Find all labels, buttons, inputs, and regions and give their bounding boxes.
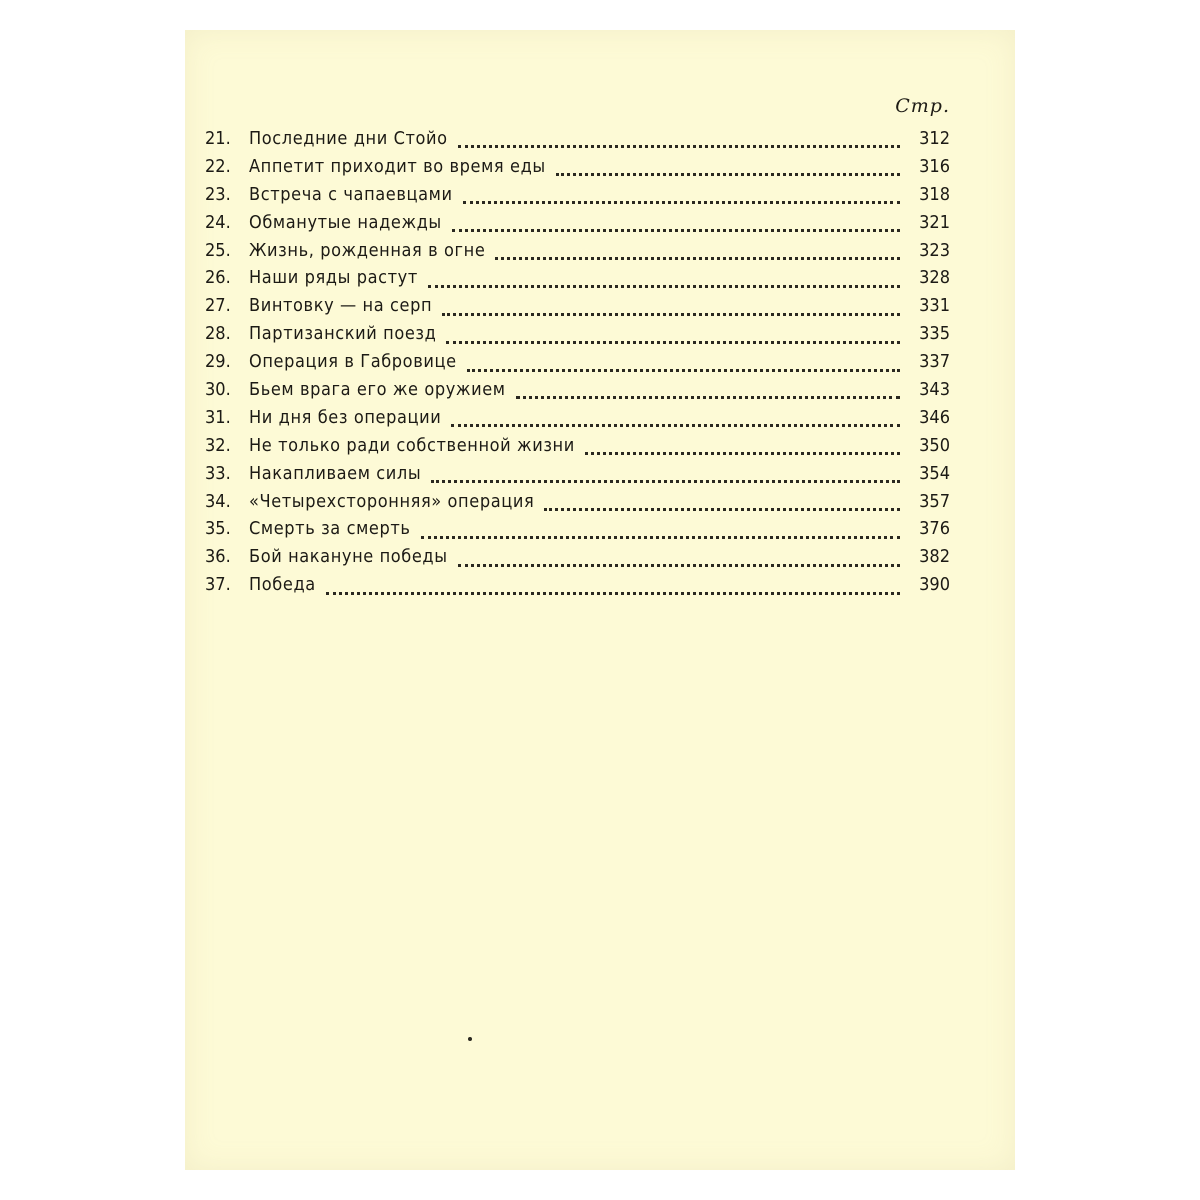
entry-number: 36. [205, 546, 231, 568]
entry-number: 27. [205, 295, 231, 317]
ink-speck [468, 1037, 472, 1041]
entry-number: 25. [205, 239, 231, 261]
entry-title: Аппетит приходит во время еды [249, 155, 546, 177]
dot-leader [458, 564, 900, 567]
toc-entry [205, 323, 950, 351]
entry-page-number: 335 [919, 323, 950, 345]
page-column-header: Стр. [895, 95, 950, 117]
dot-leader [467, 369, 900, 372]
entry-title: Не только ради собственной жизни [249, 434, 575, 456]
entry-title: Винтовку — на серп [249, 295, 433, 317]
entry-page-number: 350 [919, 434, 950, 456]
dot-leader [431, 480, 900, 483]
dot-leader [452, 229, 900, 232]
entry-page-number: 354 [919, 462, 950, 484]
entry-page-number: 323 [919, 239, 950, 261]
dot-leader [442, 313, 900, 316]
entry-page-number: 376 [919, 518, 950, 540]
entry-number: 29. [205, 351, 231, 373]
entry-page-number: 318 [919, 183, 950, 205]
dot-leader [326, 592, 900, 595]
entry-page-number: 382 [919, 546, 950, 568]
entry-number: 35. [205, 518, 231, 540]
entry-number: 31. [205, 406, 231, 428]
toc-entry [205, 435, 950, 463]
dot-leader [544, 508, 900, 511]
toc-entry [205, 184, 950, 212]
entry-page-number: 343 [919, 379, 950, 401]
entry-number: 24. [205, 211, 231, 233]
dot-leader [495, 257, 900, 260]
toc-entry [205, 351, 950, 379]
entry-title: Накапливаем силы [249, 462, 422, 484]
toc-entry [205, 267, 950, 295]
entry-number: 33. [205, 462, 231, 484]
entry-page-number: 312 [919, 128, 950, 149]
entry-title: Наши ряды растут [249, 267, 418, 289]
entry-title: Смерть за смерть [249, 518, 411, 540]
toc-entry [205, 379, 950, 407]
entry-number: 34. [205, 490, 231, 512]
dot-leader [421, 536, 900, 539]
toc-entry [205, 128, 950, 156]
entry-page-number: 331 [919, 295, 950, 317]
toc-entry [205, 240, 950, 268]
toc-entry [205, 212, 950, 240]
entry-page-number: 316 [919, 155, 950, 177]
toc-entry [205, 407, 950, 435]
entry-page-number: 328 [919, 267, 950, 289]
entry-title: «Четырехсторонняя» операция [249, 490, 535, 512]
entry-title: Последние дни Стойо [249, 128, 448, 149]
entry-page-number: 390 [919, 574, 950, 596]
entry-number: 32. [205, 434, 231, 456]
toc-entry [205, 518, 950, 546]
toc-entry [205, 463, 950, 491]
entry-page-number: 357 [919, 490, 950, 512]
entry-title: Жизнь, рожденная в огне [249, 239, 486, 261]
toc-entry [205, 295, 950, 323]
toc-entry [205, 491, 950, 519]
dot-leader [463, 201, 900, 204]
dot-leader [556, 173, 900, 176]
entry-title: Встреча с чапаевцами [249, 183, 453, 205]
entry-number: 26. [205, 267, 231, 289]
entry-number: 22. [205, 155, 231, 177]
toc-entry [205, 156, 950, 184]
dot-leader [516, 396, 900, 399]
dot-leader [585, 452, 900, 455]
dot-leader [446, 341, 900, 344]
dot-leader [451, 424, 900, 427]
entry-page-number: 337 [919, 351, 950, 373]
entry-title: Бой накануне победы [249, 546, 448, 568]
entry-number: 30. [205, 379, 231, 401]
toc-entry [205, 546, 950, 574]
entry-title: Бьем врага его же оружием [249, 379, 506, 401]
dot-leader [458, 145, 900, 148]
entry-page-number: 321 [919, 211, 950, 233]
entry-number: 23. [205, 183, 231, 205]
entry-title: Победа [249, 574, 316, 596]
entry-number: 28. [205, 323, 231, 345]
entry-title: Партизанский поезд [249, 323, 437, 345]
entry-number: 37. [205, 574, 231, 596]
entry-title: Операция в Габровице [249, 351, 457, 373]
table-of-contents [205, 128, 950, 602]
entry-page-number: 346 [919, 406, 950, 428]
entry-title: Ни дня без операции [249, 406, 442, 428]
entry-title: Обманутые надежды [249, 211, 442, 233]
dot-leader [428, 285, 900, 288]
toc-entry [205, 574, 950, 602]
entry-number: 21. [205, 128, 231, 149]
